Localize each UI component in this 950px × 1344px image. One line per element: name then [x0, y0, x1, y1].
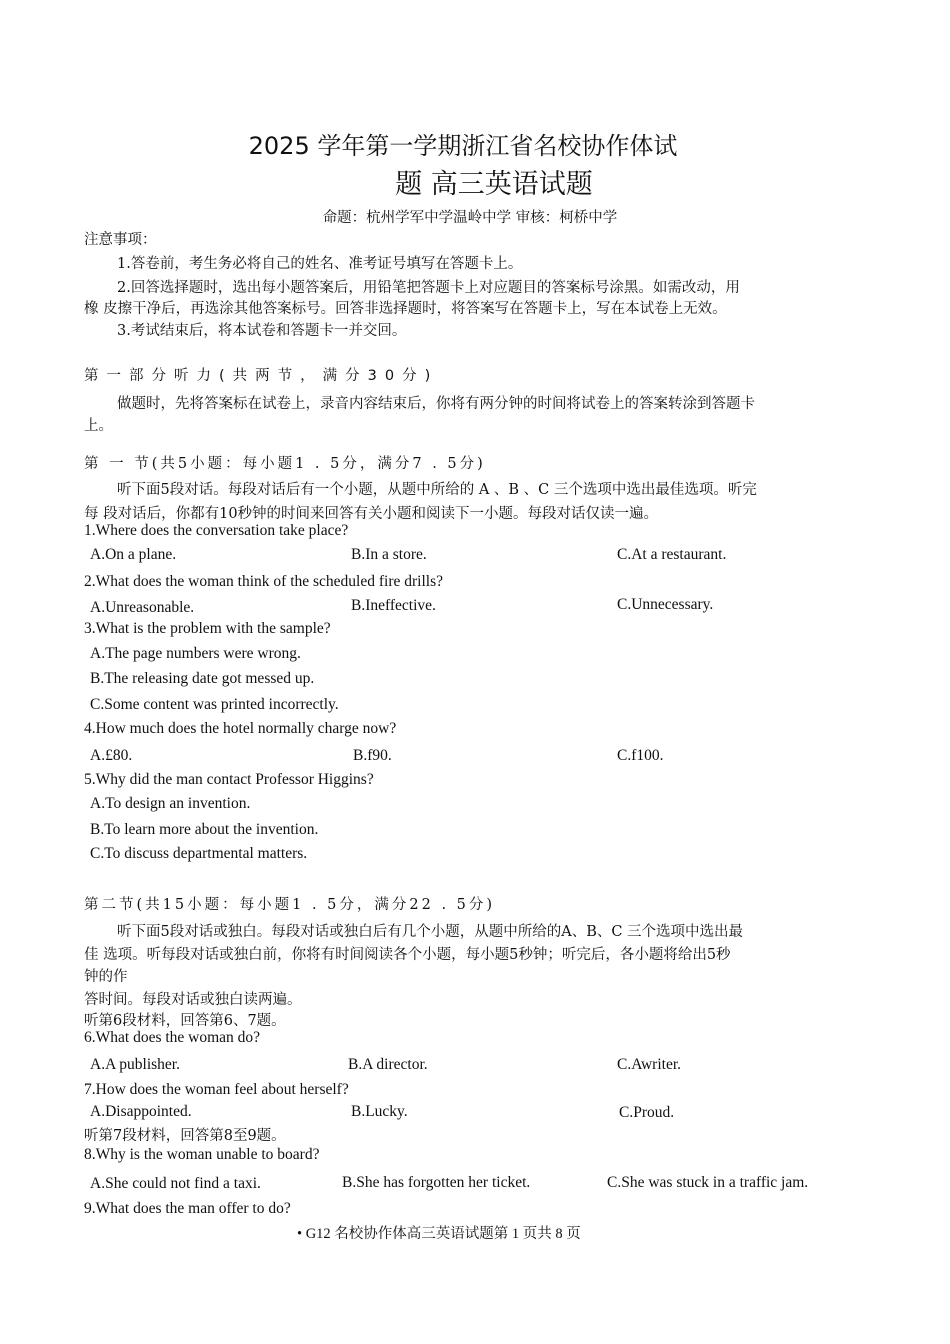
q4-option-a: A.£80. [90, 747, 133, 764]
part1-intro-line1: 做题时，先将答案标在试卷上，录音内容结束后，你将有两分钟的时间将试卷上的答案转涂到答题卡 [117, 396, 755, 412]
material-7-instruction: 听第7段材料，回答第8至9题。 [84, 1128, 286, 1144]
section2-intro-line1: 听下面5段对话或独白。每段对话或独白后有几个小题，从题中所给的A、B、C 三个选项中选出最 [117, 924, 744, 940]
section2-intro-line3: 钟的作 [84, 969, 128, 985]
part1-heading: 第一部分听力(共两节，满分30分) [84, 368, 439, 384]
section2-intro-line4: 答时间。每段对话或独白读两遍。 [84, 992, 302, 1008]
q2-option-c: C.Unnecessary. [617, 596, 714, 613]
exam-title-line1: 2025 学年第一学期浙江省名校协作体试 [248, 132, 678, 160]
section2-intro-line2: 佳 选项。听每段对话或独白前，你将有时间阅读各个小题，每小题5秒钟；听完后，各小题将给出5秒 [84, 947, 731, 963]
q5-option-a: A.To design an invention. [90, 795, 251, 812]
q6-option-c: C.Awriter. [617, 1056, 682, 1073]
q7-option-a: A.Disappointed. [90, 1103, 192, 1120]
section1-intro-line1: 听下面5段对话。每段对话后有一个小题，从题中所给的 A 、B 、C 三个选项中选出最佳选项。听完 [117, 482, 757, 498]
part1-intro-line2: 上。 [84, 418, 113, 434]
section2-heading: 第二节(共15小题：每小题1 . 5分，满分22 . 5分) [84, 897, 496, 913]
exam-title-line2: 题 高三英语试题 [395, 169, 593, 200]
q8-option-a: A.She could not find a taxi. [90, 1175, 261, 1192]
q3-option-c: C.Some content was printed incorrectly. [90, 696, 339, 713]
question-9: 9.What does the man offer to do? [84, 1200, 291, 1217]
q4-option-c: C.f100. [617, 747, 664, 764]
q1-option-c: C.At a restaurant. [617, 546, 727, 563]
q1-option-b: B.In a store. [351, 546, 427, 563]
q2-option-b: B.Ineffective. [351, 597, 436, 614]
q8-option-c: C.She was stuck in a traffic jam. [607, 1174, 809, 1191]
q3-option-a: A.The page numbers were wrong. [90, 645, 301, 662]
question-2: 2.What does the woman think of the scheduled fire drills? [84, 573, 443, 590]
section1-heading: 第 一 节(共5小题：每小题1 . 5分，满分7 . 5分) [84, 456, 486, 472]
question-6: 6.What does the woman do? [84, 1029, 261, 1046]
question-3: 3.What is the problem with the sample? [84, 620, 331, 637]
q2-option-a: A.Unreasonable. [90, 599, 195, 616]
notes-item-2-line2: 橡 皮擦干净后，再选涂其他答案标号。回答非选择题时，将答案写在答题卡上，写在本试卷上无效。 [84, 301, 727, 317]
question-7: 7.How does the woman feel about herself? [84, 1081, 349, 1098]
material-6-instruction: 听第6段材料，回答第6、7题。 [84, 1013, 286, 1029]
q8-option-b: B.She has forgotten her ticket. [342, 1174, 531, 1191]
notes-item-1: 1.答卷前，考生务必将自己的姓名、准考证号填写在答题卡上。 [117, 256, 523, 272]
page-footer: • G12 名校协作体高三英语试题第 1 页共 8 页 [297, 1226, 581, 1242]
notes-heading: 注意事项： [84, 232, 157, 248]
q4-option-b: B.f90. [353, 747, 392, 764]
q7-option-b: B.Lucky. [351, 1103, 408, 1120]
exam-authors: 命题：杭州学军中学温岭中学 审核：柯桥中学 [322, 210, 618, 226]
q5-option-b: B.To learn more about the invention. [90, 821, 319, 838]
question-1: 1.Where does the conversation take place? [84, 522, 349, 539]
notes-item-3: 3.考试结束后，将本试卷和答题卡一并交回。 [117, 323, 407, 339]
q7-option-c: C.Proud. [619, 1104, 675, 1121]
question-5: 5.Why did the man contact Professor Higgins? [84, 771, 374, 788]
q6-option-a: A.A publisher. [90, 1056, 180, 1073]
q1-option-a: A.On a plane. [90, 546, 177, 563]
q5-option-c: C.To discuss departmental matters. [90, 845, 308, 862]
notes-item-2-line1: 2.回答选择题时，选出每小题答案后，用铅笔把答题卡上对应题目的答案标号涂黑。如需改动，用 [117, 280, 740, 296]
question-8: 8.Why is the woman unable to board? [84, 1146, 320, 1163]
question-4: 4.How much does the hotel normally charge now? [84, 720, 397, 737]
q3-option-b: B.The releasing date got messed up. [90, 670, 315, 687]
section1-intro-line2: 每 段对话后，你都有10秒钟的时间来回答有关小题和阅读下一小题。每段对话仅读一遍。 [84, 506, 659, 522]
q6-option-b: B.A director. [348, 1056, 428, 1073]
